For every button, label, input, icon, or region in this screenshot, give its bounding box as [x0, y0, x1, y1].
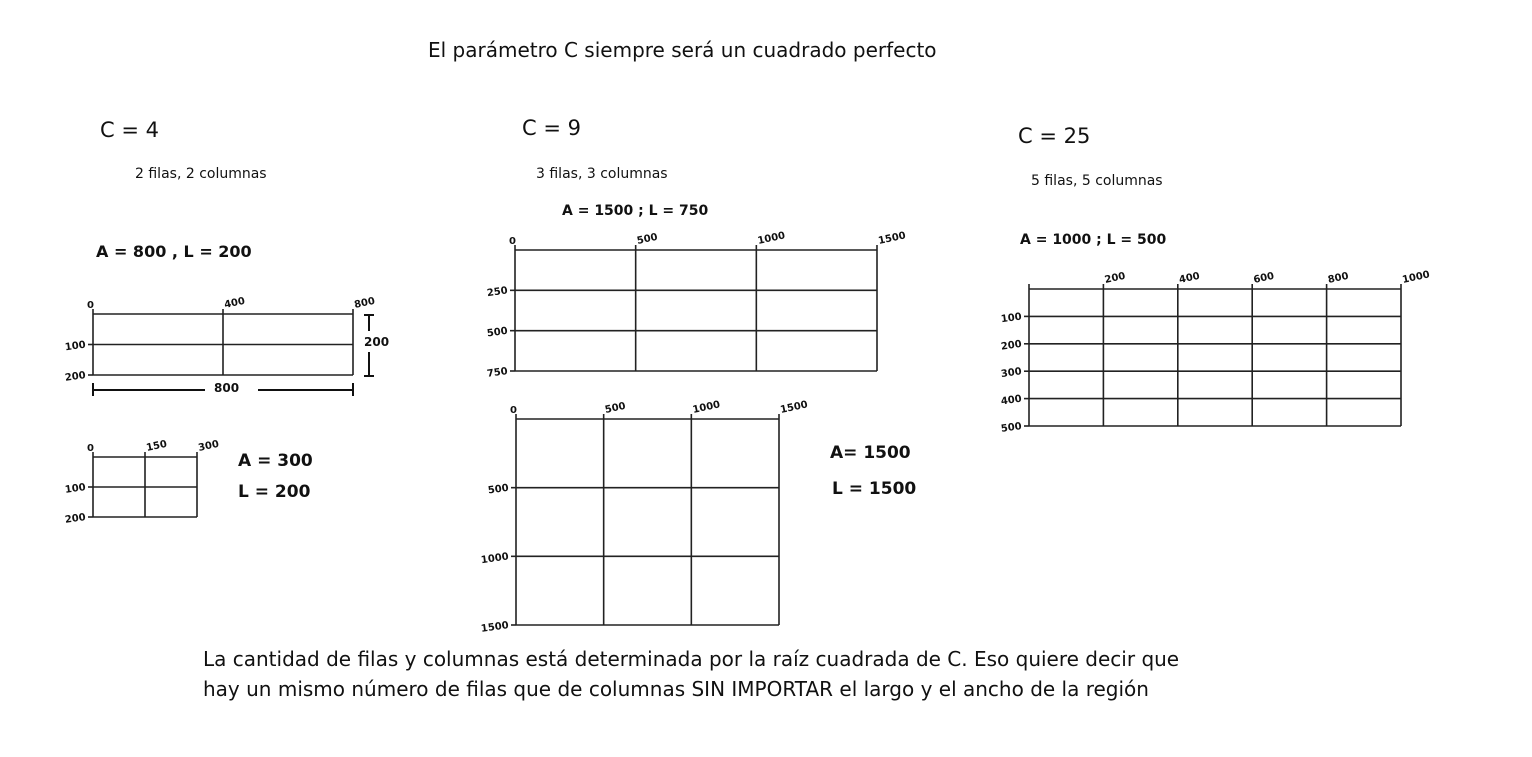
height-dimension-label: 200: [364, 335, 390, 349]
y-tick-label: 500: [487, 482, 510, 497]
footer-line-2: hay un mismo número de filas que de columnas SIN IMPORTAR el largo y el ancho de la región: [203, 677, 1149, 701]
x-tick-label: 200: [1103, 270, 1127, 286]
grid-diagram: [64, 295, 377, 384]
x-tick-label: 1500: [877, 230, 907, 247]
x-tick-label: 0: [87, 300, 94, 311]
y-tick-label: 1500: [480, 620, 510, 635]
x-tick-label: 1500: [779, 399, 809, 416]
grid-diagram: [486, 230, 907, 380]
grid-l-label: L = 200: [238, 482, 311, 502]
grid-a-label: A= 1500: [830, 443, 911, 463]
x-tick-label: 0: [87, 443, 94, 454]
x-tick-label: 1000: [756, 230, 787, 247]
c9-rows-cols: 3 filas, 3 columnas: [536, 166, 668, 182]
grid-diagram: [64, 438, 221, 526]
y-tick-label: 100: [64, 339, 87, 354]
x-tick-label: 800: [353, 295, 377, 311]
c9-label: C = 9: [522, 116, 581, 140]
y-tick-label: 200: [64, 370, 87, 384]
x-tick-label: 400: [223, 295, 247, 311]
width-dimension-label: 800: [214, 381, 240, 395]
y-tick-label: 300: [1000, 366, 1023, 381]
c25-dims: A = 1000 ; L = 500: [1020, 232, 1167, 248]
grid-diagram: [480, 399, 809, 635]
y-tick-label: 100: [1000, 311, 1023, 326]
x-tick-label: 800: [1326, 270, 1350, 286]
y-tick-label: 500: [486, 325, 509, 340]
y-tick-label: 250: [486, 285, 509, 300]
x-tick-label: 1000: [1401, 269, 1431, 286]
x-tick-label: 150: [145, 438, 169, 454]
page-title: El parámetro C siempre será un cuadrado perfecto: [428, 38, 937, 62]
y-tick-label: 750: [486, 366, 509, 380]
grid-diagram: [1000, 269, 1431, 435]
y-tick-label: 100: [64, 482, 87, 496]
footer-line-1: La cantidad de filas y columnas está determinada por la raíz cuadrada de C. Eso quiere decir que: [203, 647, 1180, 671]
y-tick-label: 1000: [480, 551, 510, 567]
c4-rows-cols: 2 filas, 2 columnas: [135, 166, 267, 182]
x-tick-label: 0: [509, 236, 516, 247]
x-tick-label: 600: [1252, 270, 1276, 286]
c4-dims: A = 800 , L = 200: [96, 242, 252, 261]
grid-a-label: A = 300: [238, 451, 313, 471]
y-tick-label: 200: [64, 512, 87, 526]
x-tick-label: 0: [510, 405, 517, 416]
c25-rows-cols: 5 filas, 5 columnas: [1031, 173, 1163, 189]
x-tick-label: 500: [636, 231, 659, 247]
dimension-arrows: [0, 0, 1, 1]
y-tick-label: 200: [1000, 338, 1023, 353]
x-tick-label: 300: [197, 438, 221, 454]
c25-label: C = 25: [1018, 124, 1091, 148]
y-tick-label: 500: [1000, 421, 1023, 435]
x-tick-label: 1000: [691, 399, 722, 416]
y-tick-label: 400: [1000, 393, 1023, 408]
c4-label: C = 4: [100, 118, 159, 142]
c9-dims: A = 1500 ; L = 750: [562, 203, 709, 219]
x-tick-label: 400: [1178, 270, 1201, 286]
grid-l-label: L = 1500: [832, 479, 917, 499]
x-tick-label: 500: [604, 400, 627, 416]
